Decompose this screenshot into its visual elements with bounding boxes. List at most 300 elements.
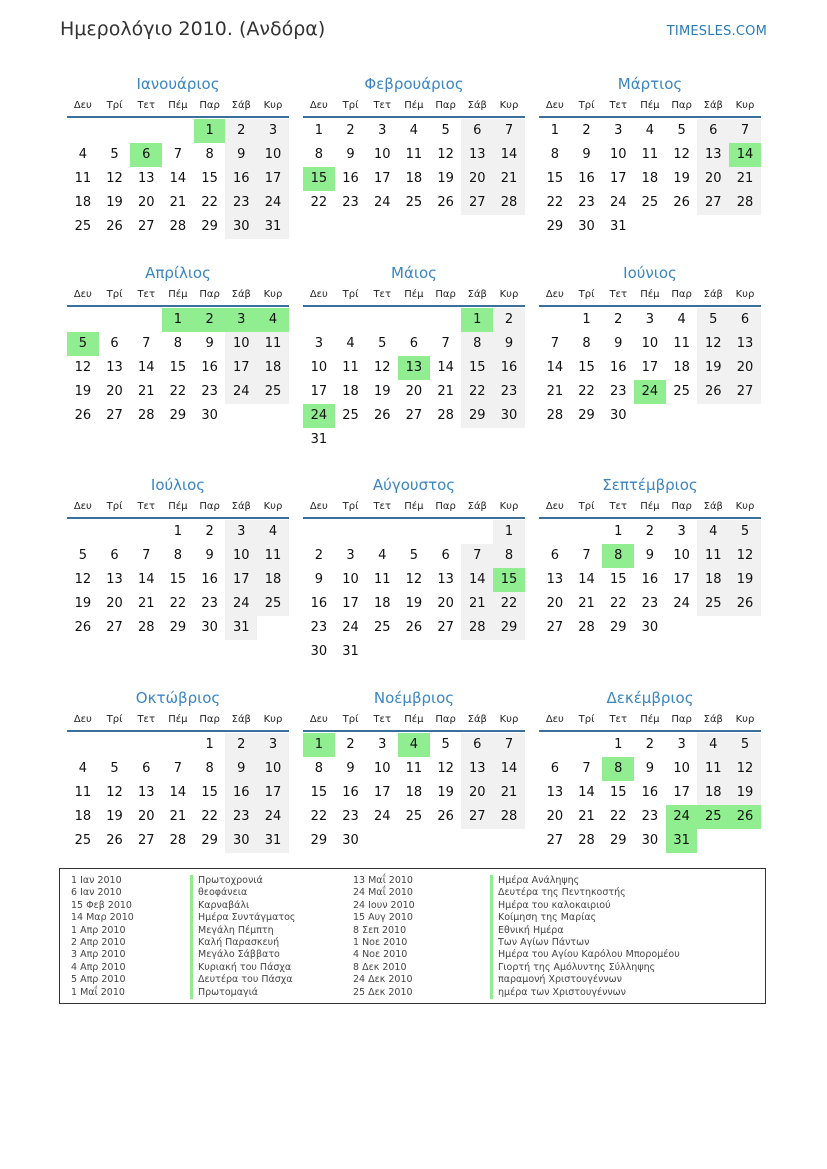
weekday-label: Τετ [609,289,627,300]
day-grid [67,119,289,239]
holiday-date: 1 Απρ 2010 [71,924,126,936]
day-cell: 8 [205,761,214,776]
day-cell: 29 [578,408,595,423]
day-cell: 25 [697,592,729,616]
day-cell: 21 [169,195,187,210]
empty-cell [99,733,131,757]
day-cell: 9 [205,548,214,563]
day-cell: 22 [609,596,627,611]
day-cell: 30 [578,219,595,234]
weekday-label: Σάβ [231,501,251,512]
day-cell: 21 [461,592,493,616]
day-cell: 13 [461,757,493,781]
holiday-list [59,868,766,1004]
weekday-label: Τρί [578,289,595,300]
day-cell: 28 [493,191,525,215]
day-cell: 24 [225,380,257,404]
holiday-name: Δευτέρα του Πάσχα [198,974,293,986]
day-cell: 7 [493,733,525,757]
day-cell: 18 [257,568,289,592]
day-cell: 2 [645,524,655,539]
brand-link[interactable]: TIMESLES.COM [666,24,767,39]
day-cell: 11 [342,360,359,375]
day-cell: 23 [225,805,257,829]
day-cell: 14 [137,572,155,587]
day-grid [539,308,761,428]
weekday-label: Κυρ [499,289,519,300]
day-cell: 11 [257,544,289,568]
month-name: Νοέμβριος [373,689,455,707]
day-cell: 22 [493,592,525,616]
weekday-label: Κυρ [735,714,755,725]
holiday-date: 13 Μαΐ 2010 [353,875,413,886]
day-cell: 6 [550,548,559,563]
empty-cell [430,308,462,332]
day-cell: 4 [346,336,355,351]
empty-cell [398,308,430,332]
holiday-day-cell: 24 [303,404,335,428]
day-cell: 31 [257,829,289,853]
day-cell: 1 [614,737,623,752]
day-cell: 4 [78,147,87,162]
day-cell: 21 [493,167,525,191]
holiday-day-cell: 3 [225,308,257,332]
day-cell: 5 [378,336,387,351]
day-cell: 17 [225,568,257,592]
holiday-day-cell: 24 [666,805,698,829]
day-cell: 2 [205,524,214,539]
weekday-label: Παρ [671,501,692,512]
day-cell: 25 [405,195,423,210]
month-block [67,72,289,239]
holiday-date: 24 Δεκ 2010 [353,974,413,986]
day-cell: 17 [673,785,690,800]
holiday-name: παραμονή Χριστουγέννων [498,974,622,986]
weekday-label: Παρ [435,289,456,300]
month-block [303,473,525,664]
day-cell: 8 [461,332,493,356]
day-cell: 2 [493,308,525,332]
day-cell: 22 [169,384,187,399]
month-block [539,473,761,640]
day-cell: 20 [137,809,155,824]
weekday-label: Δευ [545,100,564,111]
day-cell: 23 [493,380,525,404]
day-cell: 6 [461,733,493,757]
day-cell: 3 [677,737,686,752]
empty-cell [571,520,603,544]
day-cell: 30 [225,829,257,853]
day-cell: 16 [609,360,627,375]
weekday-header [67,497,289,519]
day-cell: 14 [169,171,187,186]
day-cell: 15 [201,171,218,186]
day-cell: 28 [437,408,454,423]
day-grid [67,520,289,640]
day-cell: 22 [310,809,328,824]
day-cell: 9 [582,147,591,162]
day-cell: 29 [169,408,187,423]
day-cell: 29 [546,219,564,234]
holiday-name: Καρναβάλι [198,899,250,911]
month-block [67,261,289,428]
day-cell: 20 [106,596,123,611]
weekday-label: Πέμ [640,714,660,725]
day-cell: 29 [169,620,187,635]
weekday-label: Παρ [435,501,456,512]
day-cell: 13 [137,785,155,800]
day-cell: 7 [173,761,183,776]
day-cell: 10 [609,147,627,162]
empty-cell [430,520,462,544]
weekday-label: Κυρ [263,501,283,512]
day-cell: 7 [461,544,493,568]
day-cell: 26 [437,809,454,824]
day-cell: 22 [546,195,564,210]
day-cell: 18 [673,360,690,375]
day-cell: 23 [310,620,328,635]
weekday-label: Σάβ [703,501,723,512]
day-cell: 16 [641,572,659,587]
weekday-label: Πέμ [404,501,424,512]
empty-cell [99,119,131,143]
day-cell: 17 [673,572,690,587]
day-cell: 11 [74,171,92,186]
day-cell: 26 [405,620,423,635]
month-block [539,261,761,428]
day-cell: 12 [697,332,729,356]
weekday-header [303,96,525,118]
day-cell: 1 [173,524,183,539]
day-cell: 14 [578,785,595,800]
day-cell: 3 [677,524,686,539]
empty-cell [67,308,99,332]
day-cell: 25 [641,195,659,210]
day-cell: 15 [169,360,187,375]
day-cell: 20 [729,356,761,380]
empty-cell [335,520,367,544]
day-cell: 29 [310,833,328,848]
day-cell: 15 [546,171,564,186]
day-cell: 25 [74,219,92,234]
day-cell: 4 [697,520,729,544]
holiday-day-cell: 1 [303,733,335,757]
weekday-label: Κυρ [499,100,519,111]
day-cell: 9 [614,336,623,351]
day-cell: 10 [373,147,391,162]
day-cell: 4 [697,733,729,757]
day-cell: 18 [257,356,289,380]
day-cell: 27 [729,380,761,404]
day-cell: 16 [201,360,218,375]
day-cell: 18 [373,596,391,611]
day-cell: 29 [201,219,218,234]
day-cell: 22 [201,195,218,210]
day-cell: 29 [201,833,218,848]
weekday-label: Τετ [137,100,155,111]
holiday-date: 4 Απρ 2010 [71,961,126,973]
weekday-label: Τρί [106,714,123,725]
day-cell: 19 [437,171,454,186]
holiday-date: 8 Σεπ 2010 [353,924,407,936]
month-name: Ιούλιος [150,476,206,494]
day-cell: 9 [225,757,257,781]
day-cell: 30 [641,620,659,635]
weekday-label: Δευ [309,289,328,300]
day-cell: 17 [641,360,659,375]
day-cell: 27 [461,805,493,829]
weekday-label: Σάβ [703,714,723,725]
holiday-name: Εθνική Ημέρα [498,924,564,936]
day-cell: 26 [729,592,761,616]
month-name: Μάρτιος [617,75,683,93]
day-cell: 29 [493,616,525,640]
weekday-label: Τετ [137,714,155,725]
day-cell: 5 [78,548,87,563]
weekday-label: Τρί [106,501,123,512]
weekday-label: Σάβ [467,289,487,300]
day-cell: 14 [493,143,525,167]
day-cell: 20 [461,167,493,191]
day-cell: 16 [225,781,257,805]
weekday-label: Σάβ [467,501,487,512]
weekday-label: Σάβ [231,714,251,725]
day-cell: 25 [74,833,92,848]
holiday-day-cell: 4 [398,733,430,757]
day-cell: 3 [645,312,655,327]
day-cell: 15 [201,785,218,800]
day-cell: 22 [461,380,493,404]
day-cell: 7 [142,336,151,351]
weekday-label: Τρί [578,100,595,111]
day-cell: 12 [437,147,454,162]
weekday-label: Κυρ [499,714,519,725]
month-block [303,261,525,452]
day-cell: 11 [641,147,659,162]
weekday-label: Τετ [137,501,155,512]
weekday-label: Τρί [342,289,359,300]
day-cell: 31 [257,215,289,239]
empty-cell [162,119,194,143]
weekday-label: Παρ [671,714,692,725]
day-cell: 8 [550,147,559,162]
weekday-label: Τετ [373,501,391,512]
day-cell: 25 [257,380,289,404]
day-cell: 2 [645,737,655,752]
day-cell: 10 [641,336,659,351]
day-cell: 19 [405,596,423,611]
day-cell: 1 [582,312,591,327]
day-cell: 16 [201,572,218,587]
day-cell: 17 [225,356,257,380]
day-grid [539,520,761,640]
day-cell: 30 [225,215,257,239]
holiday-date: 1 Μαΐ 2010 [71,986,125,998]
day-cell: 10 [225,544,257,568]
weekday-label: Τετ [609,714,627,725]
weekday-label: Πέμ [168,289,188,300]
day-cell: 13 [106,572,123,587]
holiday-name: Πρωτομαγιά [198,986,259,998]
page-title: Ημερολόγιο 2010. (Ανδόρα) [60,18,326,40]
day-cell: 2 [225,733,257,757]
month-block [539,686,761,853]
month-name: Δεκέμβριος [606,689,694,707]
weekday-label: Κυρ [499,501,519,512]
weekday-label: Δευ [309,501,328,512]
day-cell: 30 [641,833,659,848]
day-grid [67,308,289,428]
day-cell: 21 [437,384,454,399]
weekday-header [67,96,289,118]
day-cell: 26 [697,380,729,404]
day-cell: 4 [257,520,289,544]
day-cell: 26 [437,195,454,210]
day-cell: 7 [142,548,151,563]
empty-cell [539,733,571,757]
day-cell: 11 [697,544,729,568]
day-cell: 6 [110,336,119,351]
day-cell: 12 [373,360,391,375]
empty-cell [67,520,99,544]
day-cell: 23 [201,596,218,611]
day-cell: 5 [110,761,119,776]
day-cell: 28 [137,620,155,635]
day-cell: 20 [546,809,564,824]
weekday-label: Σάβ [703,289,723,300]
day-cell: 19 [729,568,761,592]
day-cell: 7 [550,336,559,351]
day-cell: 29 [609,833,627,848]
day-cell: 25 [342,408,359,423]
day-cell: 13 [461,143,493,167]
day-grid [67,733,289,853]
day-cell: 18 [405,785,423,800]
day-cell: 14 [437,360,454,375]
day-cell: 3 [346,548,355,563]
weekday-label: Σάβ [467,100,487,111]
holiday-day-cell: 13 [398,356,430,380]
day-cell: 5 [729,520,761,544]
empty-cell [130,520,162,544]
weekday-label: Δευ [545,289,564,300]
empty-cell [461,520,493,544]
weekday-header [539,497,761,519]
day-cell: 22 [169,596,187,611]
weekday-label: Σάβ [703,100,723,111]
day-cell: 19 [697,356,729,380]
day-cell: 27 [137,219,155,234]
day-cell: 1 [205,737,214,752]
weekday-label: Παρ [199,714,220,725]
weekday-label: Σάβ [467,714,487,725]
holiday-day-cell: 5 [67,332,99,356]
day-cell: 3 [378,737,387,752]
day-cell: 5 [729,733,761,757]
holiday-name: Δευτέρα της Πεντηκοστής [498,887,626,899]
day-cell: 13 [546,572,564,587]
day-cell: 27 [137,833,155,848]
day-cell: 23 [578,195,595,210]
day-cell: 5 [441,737,450,752]
holiday-date: 8 Δεκ 2010 [353,961,407,973]
weekday-label: Σάβ [231,100,251,111]
month-name: Σεπτέμβριος [602,476,698,494]
day-cell: 15 [609,785,627,800]
day-cell: 25 [373,620,391,635]
holiday-date: 4 Νοε 2010 [353,949,408,961]
empty-cell [67,119,99,143]
day-cell: 25 [673,384,690,399]
weekday-header [303,497,525,519]
day-cell: 11 [257,332,289,356]
holiday-dates-left [71,875,134,999]
day-cell: 26 [106,833,123,848]
day-cell: 5 [409,548,419,563]
day-cell: 7 [441,336,450,351]
weekday-label: Πέμ [404,100,424,111]
day-cell: 28 [493,805,525,829]
day-cell: 26 [373,408,391,423]
day-cell: 9 [346,761,355,776]
day-cell: 24 [342,620,359,635]
day-cell: 19 [106,195,123,210]
day-cell: 2 [225,119,257,143]
weekday-label: Πέμ [404,289,424,300]
day-cell: 21 [546,384,564,399]
day-cell: 2 [582,123,591,138]
weekday-label: Πέμ [640,501,660,512]
day-cell: 16 [493,356,525,380]
day-cell: 17 [257,167,289,191]
day-cell: 19 [373,384,391,399]
holiday-day-cell: 25 [697,805,729,829]
day-cell: 16 [641,785,659,800]
empty-cell [130,733,162,757]
day-cell: 6 [461,119,493,143]
holiday-day-cell: 14 [729,143,761,167]
holiday-date: 5 Απρ 2010 [71,974,126,986]
day-cell: 24 [609,195,627,210]
day-cell: 18 [405,171,423,186]
day-cell: 30 [493,404,525,428]
weekday-label: Δευ [73,714,92,725]
holiday-day-cell: 15 [493,568,525,592]
day-cell: 20 [405,384,423,399]
weekday-label: Τρί [106,289,123,300]
day-cell: 28 [578,620,595,635]
empty-cell [366,520,398,544]
month-name: Μάιος [391,264,437,282]
holiday-name: Ημέρα του Αγίου Καρόλου Μπορομέου [498,949,680,961]
holiday-dates-right [353,875,415,999]
holiday-date: 15 Φεβ 2010 [71,899,132,911]
day-grid [303,733,525,853]
day-cell: 23 [201,384,218,399]
day-cell: 3 [614,123,623,138]
day-cell: 13 [106,360,123,375]
day-cell: 6 [729,308,761,332]
day-cell: 30 [310,644,328,659]
empty-cell [366,308,398,332]
day-cell: 8 [205,147,214,162]
day-cell: 1 [314,123,323,138]
day-cell: 5 [677,123,686,138]
day-cell: 30 [342,833,359,848]
weekday-header [539,285,761,307]
day-cell: 12 [405,572,423,587]
day-cell: 28 [137,408,155,423]
